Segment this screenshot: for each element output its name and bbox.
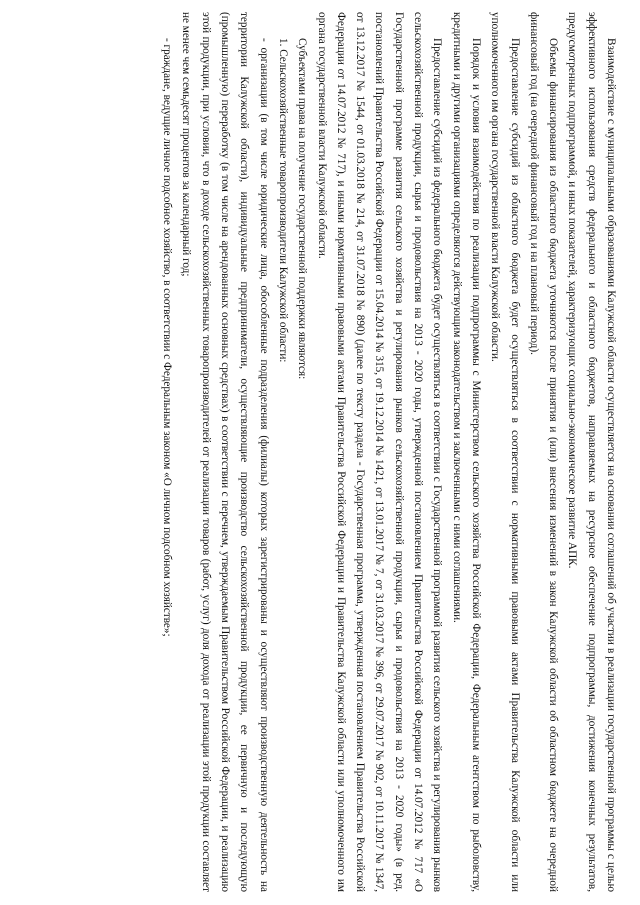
rotated-text-body — [157, 12, 620, 892]
paragraph-subjects: Субъектами права на получение государственной поддержки являются: — [296, 38, 309, 380]
paragraph-item-1: 1. Сельскохозяйственные товаропроизводители Калужской области: — [276, 38, 289, 363]
paragraph-subsidies-regional: Предоставление субсидий из областного бюджета будет осуществляться в соответствии с нормативными правовыми актами Правительства Калужской области или уполномоченного им органа государственной власти Калужской области. — [489, 12, 521, 892]
paragraph-interaction: Взаимодействие с муниципальными образованиями Калужской области осуществляется на основании соглашений об участии в реализации государственной программы с целью эффективного использования средств федерального и областного бюджетов, направляемых на ресурсное обеспечение подпрограммы, достижения конечных результатов, предусмотренных подпрограммой, и иных показателей, характеризующих социально-экономическое развитие АПК. — [566, 12, 617, 892]
paragraph-subsidies-federal: Предоставление субсидий из федерального бюджета будет осуществляться в соответствии с Государственной программой развития сельского хозяйства и регулирования рынков сельскохозяйственной продукции, сырья и продовольствия на 2013 - 2020 годы, утвержденной постановлением Правительства Российской Федерации от 14.07.2012 № 717 «О Государственной программе развития сельского хозяйства и регулирования рынков сельскохозяйственной продукции, сырья и продовольствия на 2013 - 2020 годы» (в ред. постановлений Правительства Российской Федерации от 15.04.2014 № 315, от 19.12.2014 № 1421, от 13.01.2017 № 7, от 31.03.2017 № 396, от 29.07.2017 № 902, от 10.11.2017 № 1347, от 13.12.2017 № 1544, от 01.03.2018 № 214, от 31.07.2018 № 890) (далее по тексту раздела - Государственная программа, утвержденная постановлением Правительства Российской Федерации от 14.07.2012 № 717), и иными нормативными правовыми актами Правительства Российской Федерации и Правительства Калужской области или уполномоченного им органа государственной власти Калужской области. — [315, 12, 444, 892]
paragraph-procedure: Порядок и условия взаимодействия по реализации подпрограммы с Министерством сельского хозяйства Российской Федерации, Федеральным агентством по рыболовству, кредитными и другими организациями определяются действующим законодательством и заключенными с ними соглашениями. — [450, 12, 482, 892]
paragraph-citizens: - граждане, ведущие личное подсобное хозяйство, в соответствии с Федеральным законом «О личном подсобном хозяйстве»; — [161, 38, 174, 637]
paragraph-funding-volumes: Объемы финансирования из областного бюджета уточняются после принятия и (или) внесения изменений в закон Калужской области об областном бюджете на очередной финансовый год (на очередной финансовый год и на плановый период). — [527, 12, 560, 892]
paragraph-organizations: - организации (в том числе юридические лица, обособленные подразделения (филиалы) которых зарегистрированы и осуществляют производственную деятельность на территории Калужской области), индивидуальные предприниматели, осуществляющие производство сельскохозяйственной продукции, ее первичную и последующую (промышленную) переработку (в том числе на арендованных основных средствах) в соответствии с перечнем, утверждаемым Правительством Российской Федерации, и реализацию этой продукции, при условии, что в доходе сельскохозяйственных товаропроизводителей от реализации товаров (работ, услуг) доля дохода от реализации этой продукции составляет не менее чем семьдесят процентов за календарный год; — [180, 12, 270, 892]
